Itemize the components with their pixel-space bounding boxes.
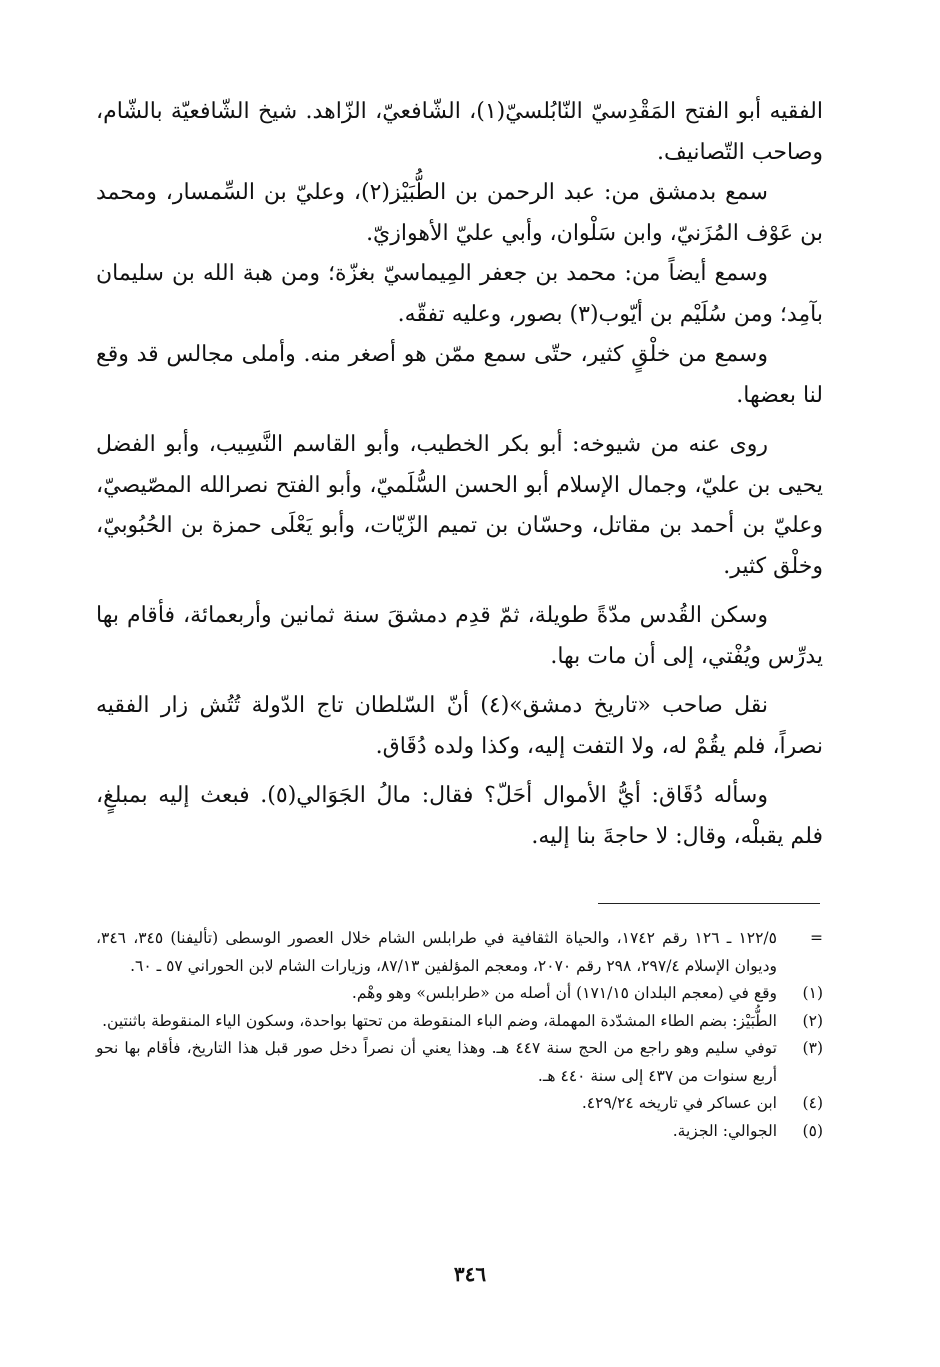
paragraph: وسمع من خلْقٍ كثير، حتّى سمع ممّن هو أصغر منه. وأملى مجالس قد وقع لنا بعضها. — [96, 342, 823, 408]
footnote — [96, 925, 823, 980]
footnote-number: = — [810, 929, 823, 947]
footnote-text: الجوالي: الجزية. — [672, 1121, 777, 1140]
footnote-separator — [598, 903, 820, 904]
footnote-text: وقع في (معجم البلدان ١٧١/١٥) أن أصله من «طرابلس» وهو وهْم. — [351, 984, 777, 1002]
main-text — [96, 92, 823, 857]
footnote-number: (٤) — [802, 1094, 823, 1112]
paragraph: نقل صاحب «تاريخ دمشق»(٤) أنّ السّلطان تاج الدّولة تُتُش زار الفقيه نصراً، فلم يقُمْ له، ولا التفت إليه، وكذا ولده دُقَاق. — [96, 693, 823, 759]
paragraph: وسأله دُقَاق: أيُّ الأموال أحَلّ؟ فقال: مالُ الجَوَالي(٥). فبعث إليه بمبلغٍ، فلم يقبلْه، وقال: لا حاجةَ بنا إليه. — [96, 783, 823, 849]
footnote — [96, 1035, 823, 1090]
footnote-text: ابن عساكر في تاريخه ٤٢٩/٢٤. — [581, 1094, 777, 1112]
paragraph: وسمع أيضاً من: محمد بن جعفر المِيماسيّ بغزّة؛ ومن هبة الله بن سليمان بآمِد؛ ومن سُلَيْم بن أيّوب(٣) بصور، وعليه تفقّه. — [96, 261, 823, 327]
footnote-text: الطُّبَيْز: بضم الطاء المشدّدة المهملة، وضم الباء المنقوطة من تحتها بواحدة، وسكون الياء المنقوطة باثنتين. — [102, 1011, 777, 1030]
footnote — [96, 1090, 823, 1118]
paragraph: روى عنه من شيوخه: أبو بكر الخطيب، وأبو القاسم النَّسِيب، وأبو الفضل يحيى بن عليّ، وجمال الإسلام أبو الحسن السُّلَميّ، وأبو الفتح نصرالله المصّيصيّ، وعليّ بن أحمد بن مقاتل، وحسّان بن تميم الزّيّات، وأبو يَعْلَى حمزة بن الحُبُوبيّ، وخلْق كثير. — [96, 432, 823, 579]
footnote-number: (١) — [802, 984, 823, 1002]
footnote-number: (٢) — [802, 1011, 823, 1030]
paragraph: الفقيه أبو الفتح المَقْدِسيّ النّابُلسيّ(١)، الشّافعيّ، الزّاهد. شيخ الشّافعيّة بالشّام، وصاحب التّصانيف. — [96, 99, 823, 165]
paragraph: وسكن القُدس مدّةً طويلة، ثمّ قدِم دمشقَ سنة ثمانين وأربعمائة، فأقام بها يدرِّس ويُفْتي، إلى أن مات بها. — [96, 603, 823, 669]
footnote — [96, 980, 823, 1008]
paragraph: سمع بدمشق من: عبد الرحمن بن الطُّبَيْز(٢)، وعليّ بن السِّمسار، ومحمد بن عَوْف المُزَنيّ، وابن سَلْوان، وأبي عليّ الأهوازيّ. — [96, 180, 823, 246]
footnote — [96, 1118, 823, 1146]
footnote — [96, 1008, 823, 1036]
footnote-text: ١٢٢/٥ ـ ١٢٦ رقم ١٧٤٢، والحياة الثقافية في طرابلس الشام خلال العصور الوسطى (تأليفنا) ٣٤٥، ٣٤٦، وديوان الإسلام ٢٩٧/٤، ٢٩٨ رقم ٢٠٧٠، ومعجم المؤلفين ٨٧/١٣، وزيارات الشام لابن الحوراني ٥٧ ـ ٦٠. — [96, 929, 777, 975]
footnote-number: (٣) — [802, 1039, 823, 1057]
footnote-text: توفي سليم وهو راجع من الحج سنة ٤٤٧ هـ. وهذا يعني أن نصراً دخل صور قبل هذا التاريخ، فأقام بها نحو أربع سنوات من ٤٣٧ إلى سنة ٤٤٠ هـ. — [96, 1039, 777, 1085]
footnote-number: (٥) — [802, 1121, 823, 1140]
footnotes — [96, 925, 823, 1145]
page-number: ٣٤٦ — [453, 1262, 487, 1286]
